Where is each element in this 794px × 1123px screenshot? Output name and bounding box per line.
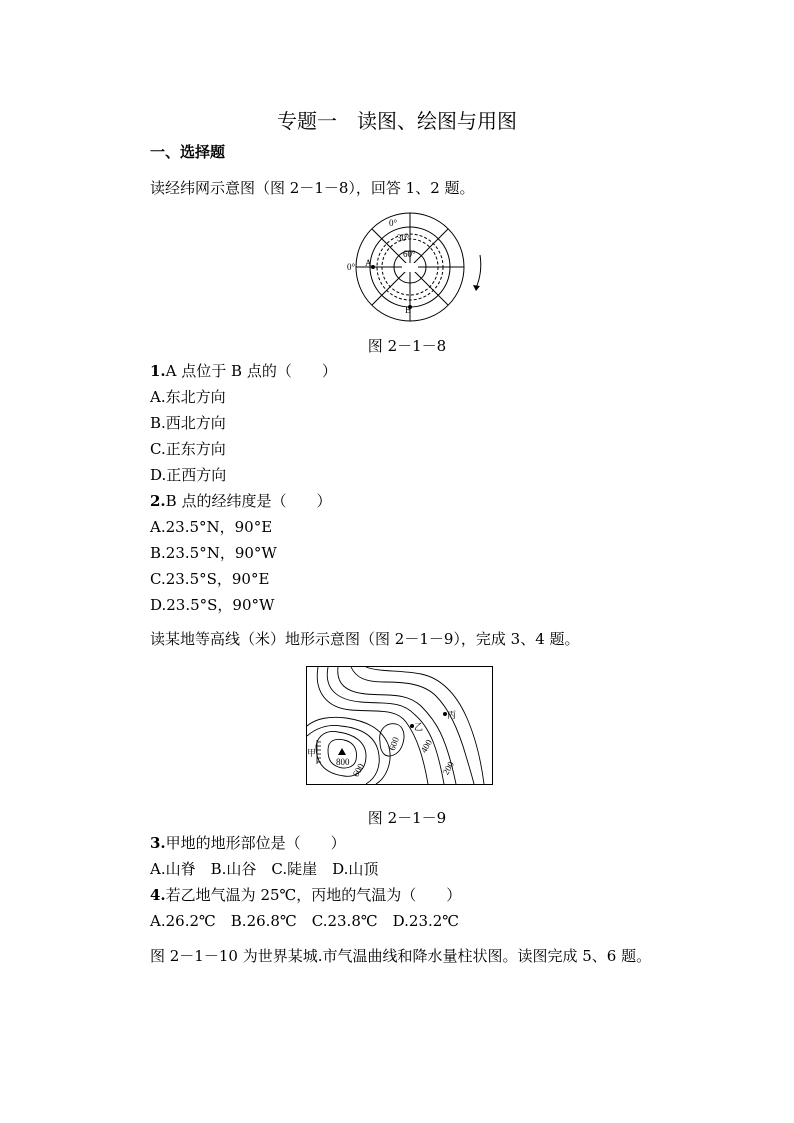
question-3: 3.甲地的地形部位是（ ） bbox=[150, 834, 346, 852]
label-600-left: 600 bbox=[350, 761, 366, 779]
q1-option-a: A.东北方向 bbox=[150, 388, 226, 406]
q2-option-c: C.23.5°S，90°E bbox=[150, 570, 270, 588]
label-30: 30° bbox=[397, 233, 410, 243]
contour-map-figure bbox=[306, 666, 494, 786]
q1-option-b: B.西北方向 bbox=[150, 414, 226, 432]
question-4: 4.若乙地气温为 25℃，丙地的气温为（ ） bbox=[150, 886, 462, 904]
question-2: 2.B 点的经纬度是（ ） bbox=[150, 492, 332, 510]
label-a: A bbox=[365, 258, 372, 268]
q2-option-a: A.23.5°N，90°E bbox=[150, 518, 273, 536]
q2-option-b: B.23.5°N，90°W bbox=[150, 544, 277, 562]
point-a-dot bbox=[371, 265, 375, 269]
intro-text-3: 图 2－1－10 为世界某城.市气温曲线和降水量柱状图。读图完成 5、6 题。 bbox=[150, 947, 652, 965]
graticule-figure bbox=[340, 210, 500, 330]
intro-text-1: 读经纬网示意图（图 2－1－8），回答 1、2 题。 bbox=[150, 179, 475, 197]
figure-caption-2: 图 2－1－9 bbox=[367, 809, 447, 827]
q4-options: A.26.2℃ B.26.8℃ C.23.8℃ D.23.2℃ bbox=[150, 912, 460, 930]
label-200: 200 bbox=[440, 759, 456, 777]
rotation-arrow bbox=[476, 255, 481, 288]
question-1: 1.A 点位于 B 点的（ ） bbox=[150, 362, 337, 380]
label-yi: 乙 bbox=[414, 722, 424, 732]
label-800: 800 bbox=[336, 757, 350, 767]
label-0-top: 0° bbox=[389, 218, 398, 228]
label-400: 400 bbox=[418, 737, 434, 755]
label-jia: 甲 bbox=[307, 748, 317, 758]
page-title: 专题一 读图、绘图与用图 bbox=[277, 109, 517, 133]
q1-option-d: D.正西方向 bbox=[150, 466, 227, 484]
label-0-left: 0° bbox=[347, 262, 356, 272]
section-heading: 一、选择题 bbox=[150, 143, 226, 161]
intro-text-2: 读某地等高线（米）地形示意图（图 2－1－9），完成 3、4 题。 bbox=[150, 630, 580, 648]
q2-option-d: D.23.5°S，90°W bbox=[150, 596, 275, 614]
label-b: B bbox=[405, 305, 412, 315]
label-60: 60° bbox=[403, 249, 416, 259]
q3-options: A.山脊 B.山谷 C.陡崖 D.山顶 bbox=[150, 860, 379, 878]
figure-caption-1: 图 2－1－8 bbox=[367, 337, 447, 355]
q1-option-c: C.正东方向 bbox=[150, 440, 226, 458]
label-600-right: 600 bbox=[386, 735, 401, 752]
arrow-head bbox=[473, 285, 480, 291]
label-bing: 丙 bbox=[447, 710, 457, 720]
